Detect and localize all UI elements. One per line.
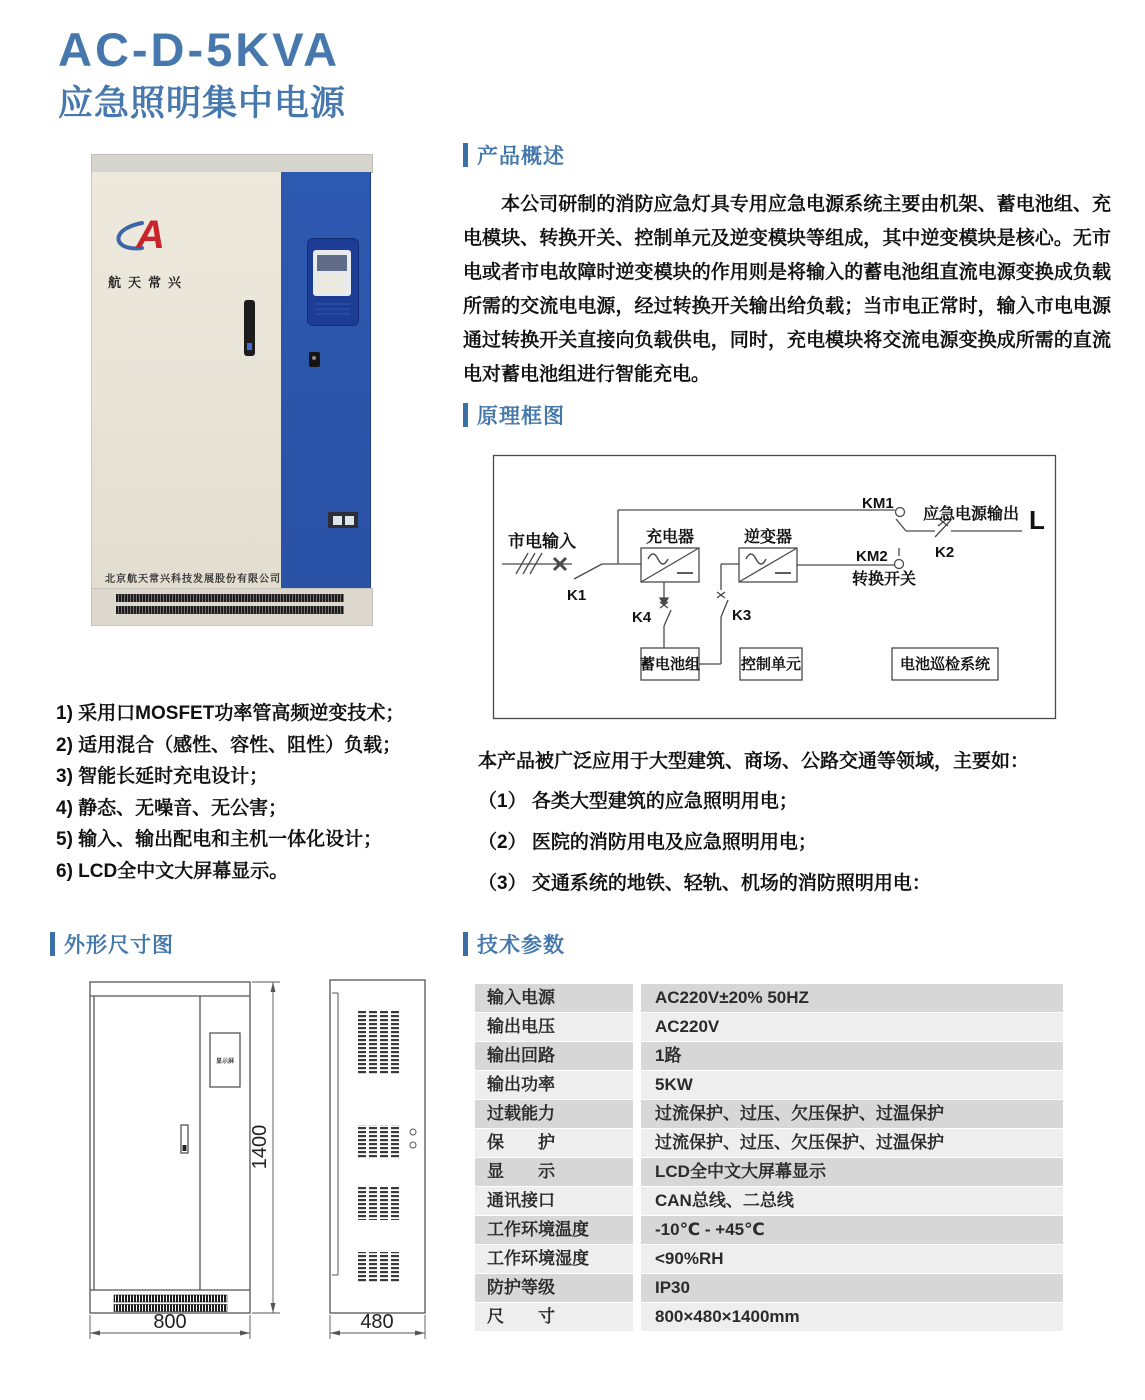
label-control-unit: 控制单元 [740, 656, 802, 673]
spec-row [475, 1042, 1063, 1070]
feature-item: 6) LCD全中文大屏幕显示。 [56, 860, 289, 882]
spec-value: 800×480×1400mm [641, 1303, 1063, 1331]
application-intro: 本产品被广泛应用于大型建筑、商场、公路交通等领域，主要如： [478, 751, 1030, 772]
application-item: （2） 医院的消防用电及应急照明用电； [478, 832, 817, 853]
feature-list [56, 698, 404, 887]
front-view-outline [90, 982, 250, 1313]
label-km2: KM2 [856, 548, 888, 565]
section-bar [463, 403, 468, 427]
label-km1: KM1 [862, 495, 894, 512]
cabinet-plinth [91, 588, 373, 626]
switch-km1-blade [896, 519, 906, 531]
panel-ribs [316, 303, 350, 317]
dimension-drawing [80, 975, 470, 1375]
cabinet-left-door [91, 172, 281, 588]
label-line: L [1029, 505, 1045, 535]
section-principle-header [463, 400, 565, 430]
label-k2: K2 [935, 544, 955, 561]
spec-label: 工作环境温度 [475, 1216, 633, 1244]
feature-item: 4) 静态、无噪音、无公害； [56, 797, 288, 819]
label-battery-inspection: 电池巡检系统 [899, 656, 991, 673]
label-battery: 蓄电池组 [639, 656, 701, 673]
contact-km2 [895, 560, 904, 569]
spec-row [475, 1158, 1063, 1186]
label-k4: K4 [632, 609, 652, 626]
page-subtitle: 应急照明集中电源 [58, 84, 347, 123]
spec-label: 工作环境湿度 [475, 1245, 633, 1273]
spec-value: LCD全中文大屏幕显示 [641, 1158, 1063, 1186]
keypad [317, 276, 349, 292]
spec-row [475, 984, 1063, 1012]
spec-row [475, 1187, 1063, 1215]
switch-k4 [664, 610, 671, 626]
overview-paragraph: 本公司研制的消防应急灯具专用应急电源系统主要由机架、蓄电池组、充电模块、转换开关、控制单元及逆变模块等组成，其中逆变模块是核心。无市电或者市电故障时逆变模块的作用则是将输入的蓄电池组直流电源变换成负载所需的交流电电源，经过转换开关输出给负载；当市电正常时，输入市电电源通过转换开关直接向负载供电，同时，充电模块将交流电源变换成所需的直流电对蓄电池组进行智能充电。 [463, 194, 1111, 385]
vent-strip [116, 606, 344, 614]
section-bar [463, 932, 468, 956]
logo-letter: A [136, 213, 165, 257]
spec-label: 保 护 [475, 1129, 633, 1157]
rating-label [328, 512, 358, 528]
side-door-edge [332, 993, 338, 1275]
dim-1400: 1400 [249, 1124, 271, 1170]
brand-logo-icon [112, 210, 174, 267]
label-transfer-switch: 转换开关 [852, 571, 917, 588]
switch-k3 [721, 600, 728, 617]
feature-item: 5) 输入、输出配电和主机一体化设计； [56, 829, 383, 850]
section-specs-header [463, 929, 565, 959]
dim-800: 800 [153, 1311, 187, 1333]
spec-value: -10℃ - +45℃ [641, 1216, 1063, 1244]
section-bar [463, 143, 468, 167]
label-inverter: 逆变器 [743, 529, 793, 546]
contact-km1 [896, 508, 905, 517]
spec-value: CAN总线、二总线 [641, 1187, 1063, 1215]
spec-value: <90%RH [641, 1245, 1063, 1273]
spec-row [475, 1216, 1063, 1244]
spec-row [475, 1245, 1063, 1273]
door-lock [309, 352, 320, 367]
page-title: AC-D-5KVA [58, 23, 341, 76]
dim-480: 480 [360, 1311, 394, 1333]
spec-table [475, 984, 1063, 1332]
label-mains-input: 市电输入 [508, 532, 576, 551]
label-output: 应急电源输出 [923, 506, 1020, 523]
side-knockout-hole [410, 1129, 416, 1135]
spec-row [475, 1129, 1063, 1157]
spec-label: 输出电压 [475, 1013, 633, 1041]
section-dimensions-header [50, 929, 174, 959]
spec-label: 防护等级 [475, 1274, 633, 1302]
spec-label: 输出回路 [475, 1042, 633, 1070]
panel-faceplate [313, 250, 351, 296]
section-title: 原理框图 [477, 405, 565, 428]
spec-value: IP30 [641, 1274, 1063, 1302]
vent-strip [116, 594, 344, 602]
front-vent [114, 1295, 227, 1302]
spec-row [475, 1100, 1063, 1128]
spec-label: 输入电源 [475, 984, 633, 1012]
label-k3: K3 [732, 607, 752, 624]
product-photo [85, 147, 377, 647]
spec-row [475, 1303, 1063, 1331]
principle-block-diagram [492, 452, 1057, 722]
spec-label: 尺 寸 [475, 1303, 633, 1331]
spec-value: 1路 [641, 1042, 1063, 1070]
section-title: 技术参数 [477, 934, 565, 957]
cabinet-top-cap [91, 154, 373, 173]
side-vents [358, 1010, 399, 1283]
section-bar [50, 932, 55, 956]
spec-label: 通讯接口 [475, 1187, 633, 1215]
spec-value: 过流保护、过压、欠压保护、过温保护 [641, 1100, 1063, 1128]
label-charger: 充电器 [645, 529, 695, 546]
side-knockout-hole [410, 1142, 416, 1148]
lcd-screen [317, 255, 347, 271]
label-display-screen: 显示屏 [215, 1059, 235, 1065]
spec-value: AC220V [641, 1013, 1063, 1041]
control-panel [307, 238, 359, 326]
switch-k1 [574, 564, 602, 579]
section-title: 产品概述 [477, 145, 565, 168]
cabinet-body [91, 172, 371, 588]
spec-row [475, 1013, 1063, 1041]
spec-label: 显 示 [475, 1158, 633, 1186]
spec-row [475, 1071, 1063, 1099]
application-item: （3） 交通系统的地铁、轻轨、机场的消防照明用电： [478, 873, 931, 894]
feature-item: 1) 采用口MOSFET功率管高频逆变技术； [56, 703, 405, 724]
door-handle [244, 300, 255, 356]
section-title: 外形尺寸图 [64, 934, 174, 957]
spec-row [475, 1274, 1063, 1302]
spec-value: 5KW [641, 1071, 1063, 1099]
spec-value: AC220V±20% 50HZ [641, 984, 1063, 1012]
spec-label: 过载能力 [475, 1100, 633, 1128]
section-overview-header [463, 140, 565, 170]
cabinet-blue-door [281, 172, 371, 588]
spec-label: 输出功率 [475, 1071, 633, 1099]
feature-item: 3) 智能长延时充电设计； [56, 766, 269, 787]
spec-value: 过流保护、过压、欠压保护、过温保护 [641, 1129, 1063, 1157]
company-name: 北京航天常兴科技发展股份有限公司 [105, 574, 281, 585]
label-k1: K1 [567, 587, 587, 604]
application-item: （1） 各类大型建筑的应急照明用电； [478, 791, 798, 812]
application-list [478, 746, 1029, 909]
brand-name: 航天常兴 [108, 275, 189, 290]
feature-item: 2) 适用混合（感性、容性、阻性）负载； [56, 734, 402, 756]
